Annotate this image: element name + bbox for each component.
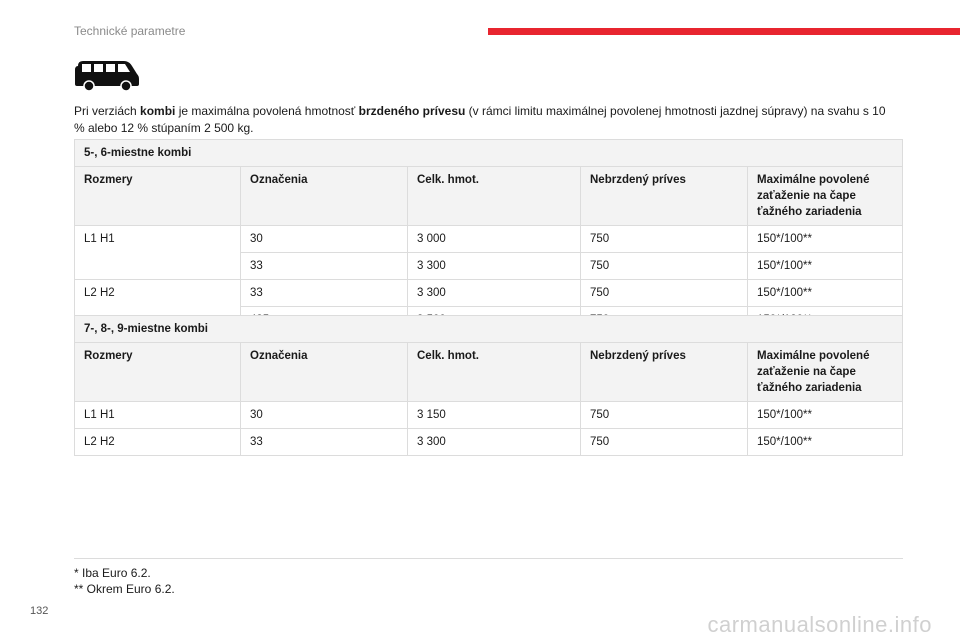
minibus-icon <box>74 58 140 92</box>
column-header: Celk. hmot. <box>408 343 581 402</box>
column-header: Rozmery <box>75 343 241 402</box>
column-header: Maximálne povolené zaťaženie na čape ťažného zariadenia <box>748 167 903 226</box>
section-title: Technické parametre <box>74 24 186 38</box>
table-cell: 750 <box>581 280 748 307</box>
column-header: Celk. hmot. <box>408 167 581 226</box>
table-cell: L2 H2 <box>75 429 241 456</box>
table-cell: 750 <box>581 402 748 429</box>
table-cell: 3 300 <box>408 280 581 307</box>
header-accent-bar <box>488 28 960 35</box>
table-row <box>75 402 903 429</box>
table-cell: 150*/100** <box>748 402 903 429</box>
spec-table-7-8-9-seat <box>74 315 903 456</box>
table-cell: 3 150 <box>408 402 581 429</box>
table-cell: 33 <box>241 429 408 456</box>
watermark: carmanualsonline.info <box>707 612 932 637</box>
table-cell: 33 <box>241 280 408 307</box>
page-number: 132 <box>30 605 49 617</box>
footnote: * Iba Euro 6.2. <box>74 566 151 580</box>
table-cell: L1 H1 <box>75 226 241 280</box>
spec-table-5-6-seat <box>74 139 903 334</box>
column-header: Maximálne povolené zaťaženie na čape ťažného zariadenia <box>748 343 903 402</box>
table-cell: 150*/100** <box>748 429 903 456</box>
table-caption: 7-, 8-, 9-miestne kombi <box>75 316 903 343</box>
footnote-divider <box>74 558 903 559</box>
column-header: Nebrzdený príves <box>581 167 748 226</box>
table-caption: 5-, 6-miestne kombi <box>75 140 903 167</box>
table-cell: 750 <box>581 253 748 280</box>
table-cell: L2 H2 <box>75 280 241 334</box>
table-cell: 150*/100** <box>748 280 903 307</box>
table-row <box>75 226 903 253</box>
footnotes <box>74 565 175 597</box>
table-cell: 30 <box>241 402 408 429</box>
table-cell: L1 H1 <box>75 402 241 429</box>
table-row <box>75 280 903 307</box>
table-cell: 3 300 <box>408 253 581 280</box>
table-cell: 30 <box>241 226 408 253</box>
table-cell: 750 <box>581 429 748 456</box>
table-cell: 3 000 <box>408 226 581 253</box>
table-row <box>75 429 903 456</box>
footnote: ** Okrem Euro 6.2. <box>74 582 175 596</box>
column-header: Rozmery <box>75 167 241 226</box>
table-cell: 33 <box>241 253 408 280</box>
column-header: Označenia <box>241 343 408 402</box>
table-cell: 3 300 <box>408 429 581 456</box>
column-header: Označenia <box>241 167 408 226</box>
table-cell: 150*/100** <box>748 226 903 253</box>
table-cell: 750 <box>581 226 748 253</box>
table-cell: 150*/100** <box>748 253 903 280</box>
intro-paragraph: Pri verziách kombi je maximálna povolená hmotnosť brzdeného prívesu (v rámci limitu maximálnej povolenej hmotnosti jazdnej súpravy) na svahu s 10 % alebo 12 % stúpaním 2 500 kg. <box>74 104 886 135</box>
column-header: Nebrzdený príves <box>581 343 748 402</box>
